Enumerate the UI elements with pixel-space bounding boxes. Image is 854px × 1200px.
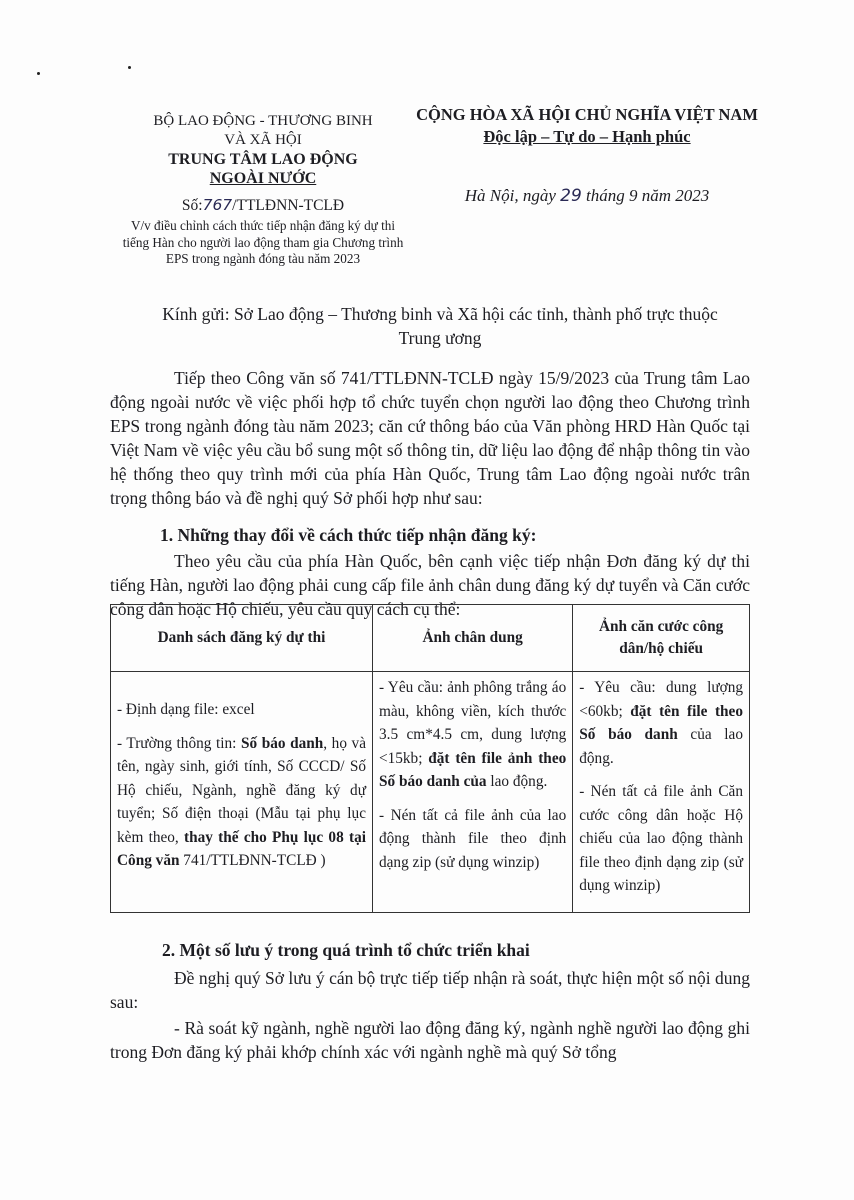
portrait-zip-text: - Nén tất cả file ảnh của lao động thành file theo định dạng zip (sử dụng winzip) [378, 806, 567, 871]
info-fields-text [117, 732, 366, 873]
paragraph-notes: Đề nghị quý Sở lưu ý cán bộ trực tiếp tiếp nhận rà soát, thực hiện một số nội dung sau: [110, 968, 750, 1012]
table-row [111, 672, 750, 913]
text-span: 741/TTLĐNN-TCLĐ ) [179, 852, 326, 869]
bold-span: thay thế cho Phụ lục 08 tại Công văn [117, 828, 366, 869]
date-day-handwritten: 29 [560, 186, 582, 206]
requirements-table [110, 604, 750, 913]
id-requirement-text [579, 676, 743, 770]
center-line1: TRUNG TÂM LAO ĐỘNG [168, 151, 358, 168]
portrait-requirement-text [379, 676, 566, 794]
bold-span: Số báo danh [240, 734, 324, 752]
text-span: lao động. [486, 773, 548, 790]
text-span: của lao động. [579, 726, 743, 767]
center-line2: NGOÀI NƯỚC [209, 170, 317, 187]
paragraph-requirements: Theo yêu cầu của phía Hàn Quốc, bên cạnh việc tiếp nhận Đơn đăng ký dự thi tiếng Hàn, người lao động phải cung cấp file ảnh chân dung đăng ký dự tuyển và Căn cước công dân hoặc Hộ chiếu, yêu cầu quy cách cụ thể: [110, 551, 750, 619]
text-span: - Yêu cầu: dung lượng <60kb; [579, 679, 743, 720]
recipient: Kính gửi: Sở Lao động – Thương binh và Xã hội các tỉnh, thành phố trực thuộc Trung ương [162, 304, 718, 348]
republic-title: CỘNG HÒA XÃ HỘI CHỦ NGHĨA VIỆT NAM [416, 105, 758, 124]
text-span: , họ và tên, ngày sinh, giới tính, Số CCCD/ Số Hộ chiếu, Ngành, nghề đăng ký dự tuyển; Số điện thoại (Mẫu tại phụ lục kèm theo, [117, 734, 366, 846]
cell-registration-list [111, 672, 373, 913]
file-format-text: - Định dạng file: excel [117, 701, 255, 718]
header-portrait-photo: Ảnh chân dung [372, 605, 572, 672]
paragraph-review: - Rà soát kỹ ngành, nghề người lao động đăng ký, ngành nghề người lao động ghi trong Đơn đăng ký phải khớp chính xác với ngành nghề mà quý Sở tổng [110, 1018, 750, 1062]
bold-span: đặt tên file theo Số báo danh [579, 702, 743, 743]
issuer-block [118, 112, 408, 188]
cell-portrait-photo [372, 672, 572, 913]
section-1-title: 1. Những thay đổi về cách thức tiếp nhận đăng ký: [160, 525, 537, 545]
header-registration-list: Danh sách đăng ký dự thi [111, 605, 373, 672]
text-span: - Yêu cầu: ảnh phông trắng áo màu, không viền, kích thước 3.5 cm*4.5 cm, dung lượng <15kb; [378, 679, 567, 767]
ministry-line1: BỘ LAO ĐỘNG - THƯƠNG BINH [153, 113, 373, 129]
motto: Độc lập – Tự do – Hạnh phúc [483, 127, 691, 146]
section-2-title: 2. Một số lưu ý trong quá trình tổ chức triển khai [162, 940, 530, 960]
text-span: - Trường thông tin: [117, 734, 241, 752]
number-prefix: Số: [181, 197, 203, 214]
paragraph-intro: Tiếp theo Công văn số 741/TTLĐNN-TCLĐ ngày 15/9/2023 của Trung tâm Lao động ngoài nước về việc phối hợp tổ chức tuyển chọn người lao động theo Chương trình EPS trong ngành đóng tàu năm 2023; căn cứ thông báo của Văn phòng HRD Hàn Quốc tại Việt Nam về việc yêu cầu bổ sung một số thông tin, dữ liệu lao động để nhập thông tin vào hệ thống theo quy trình mới của phía Hàn Quốc, Trung tâm Lao động ngoài nước trân trọng thông báo và đề nghị quý Sở phối hợp như sau: [110, 368, 750, 508]
handwritten-number: 767 [202, 196, 233, 214]
header-id-photo: Ảnh căn cước công dân/hộ chiếu [573, 605, 750, 672]
bold-span: đặt tên file ảnh theo Số báo danh của [378, 749, 567, 790]
id-zip-text: - Nén tất cả file ảnh Căn cước công dân hoặc Hộ chiếu của lao động thành file theo định dạng zip (sử dụng winzip) [579, 783, 743, 894]
cell-id-photo [573, 672, 750, 913]
date-prefix: Hà Nội, ngày [464, 186, 556, 205]
document-subject: V/v điều chỉnh cách thức tiếp nhận đăng ký dự thi tiếng Hàn cho người lao động tham gia Chương trình EPS trong ngành đóng tàu năm 2023 [122, 218, 404, 266]
issue-date [398, 186, 776, 206]
ministry-line2: VÀ XÃ HỘI [224, 132, 302, 148]
number-suffix: /TTLĐNN-TCLĐ [232, 197, 345, 214]
date-suffix: tháng 9 năm 2023 [586, 186, 710, 205]
scan-speck [128, 66, 131, 69]
scan-speck [37, 72, 40, 75]
national-heading [398, 104, 776, 148]
document-number [118, 196, 408, 215]
table-header-row [111, 605, 750, 672]
